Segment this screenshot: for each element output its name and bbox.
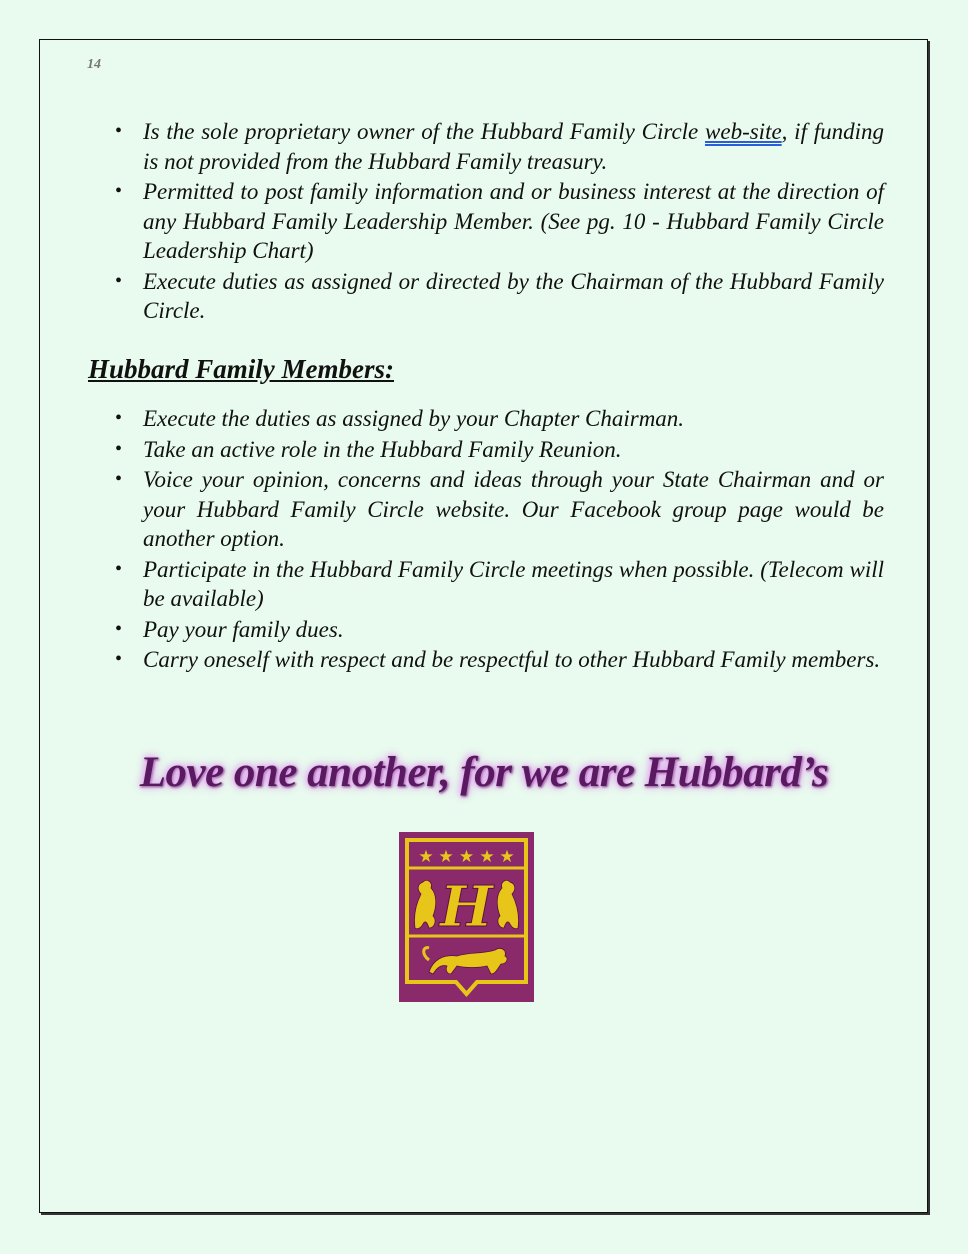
motto-text: Love one another, for we are Hubbard’s — [139, 749, 829, 796]
members-bullet-list — [112, 404, 884, 676]
list-item — [112, 267, 884, 326]
bullet-icon: • — [115, 269, 123, 292]
list-item — [112, 555, 884, 614]
svg-text:★: ★ — [438, 847, 454, 867]
bullet-icon: • — [115, 648, 123, 670]
svg-text:★: ★ — [499, 847, 515, 867]
bullet-icon: • — [115, 180, 123, 202]
bullet-text: , if funding is not provided from the Hubbard Family treasury. — [143, 119, 884, 174]
family-crest-icon — [399, 832, 534, 1002]
bullet-text: Execute duties as assigned or directed by the Chairman of the Hubbard Family Circle. — [143, 268, 884, 323]
crest-letter: H — [440, 874, 493, 940]
list-item — [112, 177, 884, 266]
svg-text:★: ★ — [458, 847, 475, 867]
list-item — [112, 645, 884, 675]
svg-text:★: ★ — [418, 847, 434, 867]
intro-bullet-list — [112, 117, 884, 327]
bullet-text: Is the sole proprietary owner of the Hubbard Family Circle — [143, 119, 706, 144]
bullet-text: Permitted to post family information and or business interest at the direction of any Hubbard Family Leadership Member. (See pg. 10 - Hubbard Family Circle Leadership Chart) — [143, 179, 884, 263]
svg-text:★: ★ — [479, 847, 495, 867]
bullet-icon: • — [115, 437, 123, 460]
website-link[interactable]: web-site — [705, 119, 782, 144]
bullet-text: Voice your opinion, concerns and ideas through your State Chairman and or your Hubbard Family Circle website. Our Facebook group page would be another option. — [143, 467, 884, 551]
bullet-text: Execute the duties as assigned by your Chapter Chairman. — [143, 406, 685, 431]
bullet-icon: • — [115, 617, 123, 640]
section-heading: Hubbard Family Members: — [88, 354, 395, 384]
bullet-icon: • — [115, 407, 123, 429]
bullet-text: Pay your family dues. — [143, 616, 344, 642]
bullet-icon: • — [115, 468, 123, 490]
bullet-icon: • — [115, 120, 123, 142]
bullet-text: Participate in the Hubbard Family Circle meetings when possible. (Telecom will be available) — [143, 556, 884, 611]
bullet-text: Take an active role in the Hubbard Family Reunion. — [143, 436, 622, 462]
list-item — [112, 404, 884, 434]
page-number: 14 — [87, 57, 101, 72]
list-item — [112, 465, 884, 554]
bullet-text: Carry oneself with respect and be respectful to other Hubbard Family members. — [143, 647, 881, 672]
bullet-icon: • — [115, 557, 123, 580]
list-item — [112, 117, 884, 176]
list-item — [112, 615, 884, 645]
list-item — [112, 435, 884, 465]
